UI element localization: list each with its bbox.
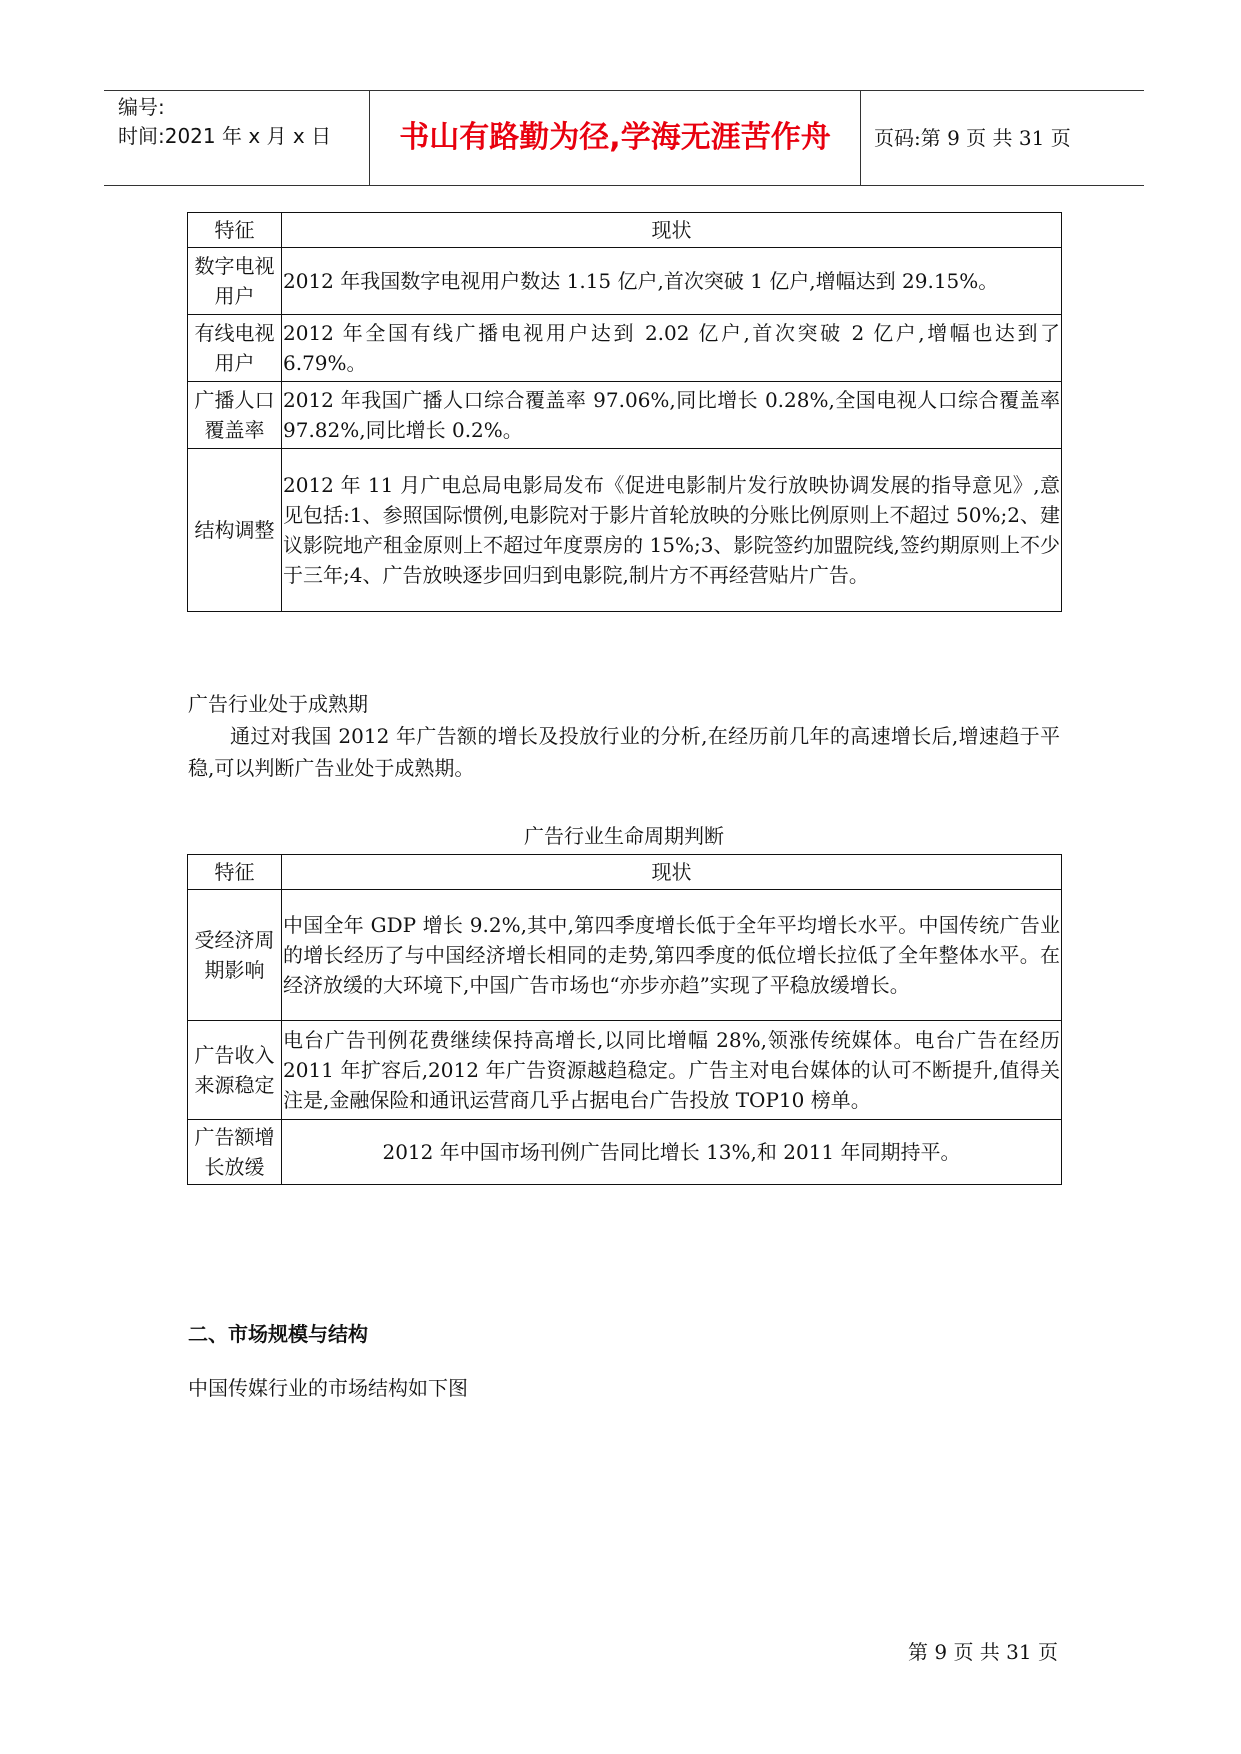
time-label: 时间:2021 年 x 月 x 日 [118, 124, 332, 148]
feature-cell: 有线电视用户 [188, 315, 282, 382]
footer-page-number: 第 9 页 共 31 页 [908, 1640, 1058, 1664]
table-row [188, 248, 1062, 315]
table-header-row [188, 213, 1062, 248]
header-cell-status: 现状 [282, 213, 1062, 248]
header-motto: 书山有路勤为径,学海无涯苦作舟 [399, 120, 831, 155]
status-cell: 2012 年 11 月广电总局电影局发布《促进电影制片发行放映协调发展的指导意见》,意见包括:1、参照国际惯例,电影院对于影片首轮放映的分账比例原则上不超过 50%;2、建议影院地产租金原则上不超过年度票房的 15%;3、影院签约加盟院线,签约期原则上不少于三年;4、广告放映逐步回归到电影院,制片方不再经营贴片广告。 [282, 449, 1062, 612]
feature-cell: 受经济周期影响 [188, 890, 282, 1021]
status-cell: 电台广告刊例花费继续保持高增长,以同比增幅 28%,领涨传统媒体。电台广告在经历 2011 年扩容后,2012 年广告资源越趋稳定。广告主对电台媒体的认可不断提升,值得关注是,金融保险和通讯运营商几乎占据电台广告投放 TOP10 榜单。 [282, 1021, 1062, 1120]
number-label: 编号: [118, 95, 165, 119]
status-cell: 2012 年我国数字电视用户数达 1.15 亿户,首次突破 1 亿户,增幅达到 29.15%。 [282, 248, 1062, 315]
feature-cell: 数字电视用户 [188, 248, 282, 315]
header-divider [860, 91, 861, 185]
feature-cell: 广播人口覆盖率 [188, 382, 282, 449]
paragraph: 中国传媒行业的市场结构如下图 [188, 1376, 468, 1400]
status-cell: 2012 年全国有线广播电视用户达到 2.02 亿户,首次突破 2 亿户,增幅也达到了 6.79%。 [282, 315, 1062, 382]
table-header-row [188, 855, 1062, 890]
section-title: 二、市场规模与结构 [188, 1322, 368, 1346]
header-cell-feature: 特征 [188, 855, 282, 890]
header-cell-feature: 特征 [188, 213, 282, 248]
status-cell: 2012 年我国广播人口综合覆盖率 97.06%,同比增长 0.28%,全国电视人口综合覆盖率 97.82%,同比增长 0.2%。 [282, 382, 1062, 449]
paragraph: 通过对我国 2012 年广告额的增长及投放行业的分析,在经历前几年的高速增长后,增速趋于平稳,可以判断广告业处于成熟期。 [188, 724, 1060, 780]
header-cell-status: 现状 [282, 855, 1062, 890]
status-cell: 2012 年中国市场刊例广告同比增长 13%,和 2011 年同期持平。 [282, 1120, 1062, 1185]
header-page-label: 页码:第 9 页 共 31 页 [874, 126, 1071, 150]
page-header [104, 90, 1144, 186]
table-row [188, 315, 1062, 382]
table-row [188, 1021, 1062, 1120]
media-status-table [187, 212, 1062, 612]
ad-lifecycle-table [187, 854, 1062, 1185]
feature-cell: 结构调整 [188, 449, 282, 612]
feature-cell: 广告收入来源稳定 [188, 1021, 282, 1120]
header-info [118, 93, 368, 151]
feature-cell: 广告额增长放缓 [188, 1120, 282, 1185]
table-row [188, 1120, 1062, 1185]
table-row [188, 382, 1062, 449]
table-row [188, 449, 1062, 612]
table-caption: 广告行业生命周期判断 [524, 824, 724, 848]
table-row [188, 890, 1062, 1021]
paragraph-heading: 广告行业处于成熟期 [188, 692, 368, 716]
status-cell: 中国全年 GDP 增长 9.2%,其中,第四季度增长低于全年平均增长水平。中国传统广告业的增长经历了与中国经济增长相同的走势,第四季度的低位增长拉低了全年整体水平。在经济放缓的大环境下,中国广告市场也“亦步亦趋”实现了平稳放缓增长。 [282, 890, 1062, 1021]
